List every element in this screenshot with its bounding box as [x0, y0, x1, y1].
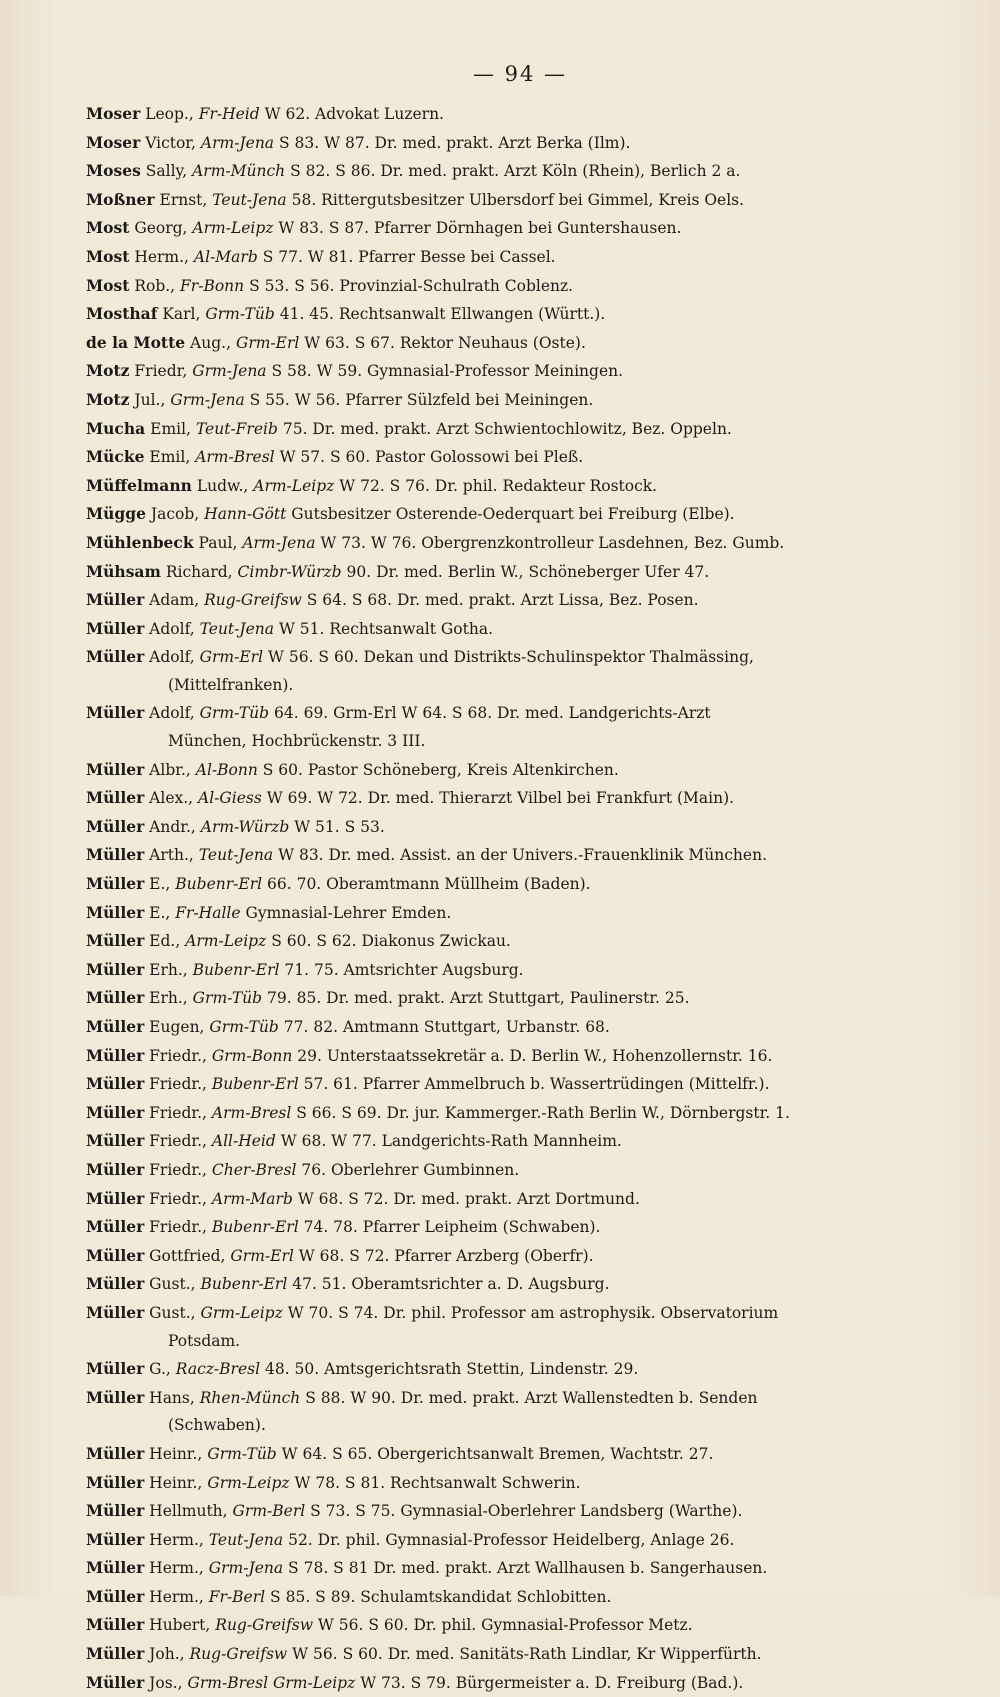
- entry-surname: Müller: [86, 1586, 145, 1606]
- entry-details: W 68. S 72. Dr. med. prakt. Arzt Dortmund.: [297, 1189, 640, 1208]
- entry-given-name: Gust.,: [149, 1275, 196, 1294]
- entry-surname: Müller: [86, 931, 145, 951]
- directory-entry: [86, 1355, 940, 1384]
- directory-entry: [86, 272, 940, 301]
- entry-given-name: Herm.,: [149, 1587, 204, 1606]
- entry-surname: Müller: [86, 845, 145, 865]
- directory-entry: [86, 443, 940, 472]
- entry-details: W 51. S 53.: [294, 817, 385, 836]
- entry-given-name: Friedr.,: [149, 1046, 207, 1065]
- entry-fraternity: Bubenr-Erl: [211, 1075, 299, 1094]
- entry-given-name: Herm.,: [134, 247, 189, 266]
- entry-details: S 82. S 86. Dr. med. prakt. Arzt Köln (Rhein), Berlich 2 a.: [290, 162, 741, 181]
- entry-fraternity: Grm-Bonn: [211, 1046, 293, 1065]
- entry-given-name: Emil,: [150, 419, 191, 438]
- entry-surname: Müller: [86, 1529, 145, 1549]
- entry-fraternity: Teut-Jena: [212, 190, 287, 209]
- entry-fraternity: Teut-Freib: [195, 419, 278, 438]
- entry-surname: Moses: [86, 161, 141, 181]
- entry-surname: Moser: [86, 132, 141, 152]
- entry-surname: Most: [86, 246, 130, 266]
- entry-details: S 77. W 81. Pfarrer Besse bei Cassel.: [262, 247, 556, 266]
- entry-surname: Müller: [86, 618, 145, 638]
- entry-given-name: Adolf,: [149, 704, 195, 723]
- directory-entry: [86, 157, 940, 186]
- directory-entry: [86, 1099, 940, 1128]
- entry-details: W 69. W 72. Dr. med. Thierarzt Vilbel bei Frankfurt (Main).: [266, 789, 735, 808]
- entry-surname: Müller: [86, 816, 145, 836]
- entry-details: Gutsbesitzer Osterende-Oederquart bei Freiburg (Elbe).: [291, 505, 735, 524]
- entry-fraternity: Bubenr-Erl: [200, 1275, 288, 1294]
- entry-surname: Motz: [86, 389, 130, 409]
- entry-details: S 53. S 56. Provinzial-Schulrath Coblenz.: [249, 276, 574, 295]
- entry-given-name: Friedr.,: [149, 1103, 207, 1122]
- entry-surname: Müller: [86, 874, 145, 894]
- entry-details: S 58. W 59. Gymnasial-Professor Meiningen.: [271, 362, 624, 381]
- entry-fraternity: Cimbr-Würzb: [237, 562, 342, 581]
- directory-entry: [86, 357, 940, 386]
- entry-fraternity: Cher-Bresl: [211, 1160, 297, 1179]
- directory-entry: [86, 1611, 940, 1640]
- entry-given-name: Ludw.,: [196, 476, 249, 495]
- entry-fraternity: Grm-Berl: [232, 1502, 306, 1521]
- entry-given-name: Georg,: [134, 219, 188, 238]
- entry-given-name: Friedr.,: [149, 1075, 207, 1094]
- entry-surname: Most: [86, 275, 130, 295]
- entry-continuation: (Mittelfranken).: [168, 675, 294, 694]
- entry-fraternity: Rug-Greifsw: [204, 591, 302, 610]
- entry-surname: Mügge: [86, 504, 146, 524]
- directory-entry: [86, 927, 940, 956]
- entry-given-name: Hubert,: [149, 1616, 211, 1635]
- entry-details: S 78. S 81 Dr. med. prakt. Arzt Wallhausen b. Sangerhausen.: [288, 1559, 768, 1578]
- directory-entry: [86, 615, 940, 644]
- entry-details: W 57. S 60. Pastor Golossowi bei Pleß.: [279, 448, 584, 467]
- entry-given-name: Emil,: [149, 448, 191, 467]
- directory-entry: [86, 415, 940, 444]
- directory-entry: [86, 1042, 940, 1071]
- entry-fraternity: Arm-Würzb: [200, 817, 290, 836]
- entry-surname: Müller: [86, 1443, 145, 1463]
- entry-given-name: Heinr.,: [149, 1473, 203, 1492]
- directory-entry: [86, 529, 940, 558]
- entry-details: W 83. Dr. med. Assist. an der Univers.-Frauenklinik München.: [278, 846, 767, 865]
- entry-given-name: Leop.,: [145, 105, 194, 123]
- entry-details: S 66. S 69. Dr. jur. Kammerger.-Rath Berlin W., Dörnbergstr. 1.: [296, 1103, 790, 1122]
- entry-given-name: E.,: [149, 903, 171, 922]
- entry-surname: Müller: [86, 1188, 145, 1208]
- entry-fraternity: Grm-Tüb: [205, 305, 275, 324]
- entry-fraternity: Grm-Jena: [192, 362, 267, 381]
- entry-given-name: E.,: [149, 875, 171, 894]
- entry-given-name: Eugen,: [149, 1018, 205, 1036]
- entry-surname: Müller: [86, 788, 145, 808]
- directory-entry: [86, 1440, 940, 1469]
- entry-surname: Müller: [86, 759, 145, 779]
- entry-fraternity: Grm-Erl: [230, 1246, 294, 1265]
- entry-details: S 55. W 56. Pfarrer Sülzfeld bei Meiningen.: [249, 390, 594, 409]
- entry-surname: Müller: [86, 1074, 145, 1094]
- entry-given-name: Karl,: [162, 305, 201, 324]
- entry-given-name: Hellmuth,: [149, 1502, 228, 1521]
- entry-fraternity: Fr-Berl: [208, 1587, 266, 1606]
- entry-surname: Moser: [86, 104, 141, 123]
- entry-fraternity: Arm-Münch: [192, 162, 286, 181]
- entry-surname: Müller: [86, 1274, 145, 1294]
- entry-surname: Mucha: [86, 418, 146, 438]
- entry-fraternity: Grm-Erl: [235, 333, 300, 352]
- entry-details: W 78. S 81. Rechtsanwalt Schwerin.: [294, 1473, 581, 1492]
- entry-details: S 60. Pastor Schöneberg, Kreis Altenkirchen.: [262, 760, 619, 779]
- directory-entry: [86, 329, 940, 358]
- entry-given-name: Paul,: [198, 533, 238, 552]
- entry-details: W 56. S 60. Dekan und Distrikts-Schulinspektor Thalmässing,: [268, 648, 754, 667]
- entry-fraternity: Teut-Jena: [198, 846, 274, 865]
- entry-surname: de la Motte: [86, 332, 186, 352]
- entry-surname: Müller: [86, 1615, 145, 1635]
- directory-entry: [86, 1127, 940, 1156]
- directory-entry: [86, 984, 940, 1013]
- entry-surname: Müller: [86, 703, 145, 723]
- directory-entry: [86, 1070, 940, 1099]
- entry-details: 48. 50. Amtsgerichtsrath Stettin, Lindenstr. 29.: [264, 1360, 639, 1379]
- entry-given-name: Alex.,: [149, 789, 194, 808]
- entry-surname: Müller: [86, 590, 145, 610]
- entry-details: S 64. S 68. Dr. med. prakt. Arzt Lissa, Bez. Posen.: [306, 591, 699, 610]
- entry-given-name: Friedr.,: [149, 1189, 207, 1208]
- directory-entry: [86, 1013, 940, 1042]
- entry-details: W 73. S 79. Bürgermeister a. D. Freiburg (Bad.).: [360, 1673, 744, 1692]
- entry-list: [86, 100, 940, 1697]
- entry-given-name: Gust.,: [149, 1303, 196, 1322]
- directory-entry: [86, 1554, 940, 1583]
- entry-surname: Motz: [86, 361, 130, 381]
- directory-entry: [86, 1583, 940, 1612]
- entry-details: 41. 45. Rechtsanwalt Ellwangen (Württ.).: [279, 305, 606, 324]
- entry-given-name: Richard,: [165, 562, 233, 581]
- entry-details: S 83. W 87. Dr. med. prakt. Arzt Berka (Ilm).: [278, 133, 631, 152]
- entry-given-name: Ed.,: [149, 932, 181, 951]
- entry-fraternity: All-Heid: [211, 1132, 276, 1151]
- entry-given-name: Sally,: [145, 162, 188, 181]
- directory-entry: [86, 1213, 940, 1242]
- entry-surname: Müller: [86, 1387, 145, 1407]
- entry-details: W 56. S 60. Dr. med. Sanitäts-Rath Lindlar, Kr Wipperfürth.: [292, 1645, 762, 1664]
- entry-given-name: Rob.,: [134, 276, 176, 295]
- directory-entry: [86, 956, 940, 985]
- entry-details: S 88. W 90. Dr. med. prakt. Arzt Wallenstedten b. Senden: [305, 1388, 758, 1407]
- entry-details: S 73. S 75. Gymnasial-Oberlehrer Landsberg (Warthe).: [310, 1502, 743, 1521]
- entry-surname: Müller: [86, 988, 145, 1008]
- entry-surname: Müller: [86, 1472, 145, 1492]
- entry-given-name: Heinr.,: [149, 1444, 203, 1463]
- entry-surname: Müller: [86, 1102, 145, 1122]
- entry-details: W 68. S 72. Pfarrer Arzberg (Oberfr).: [298, 1246, 594, 1265]
- entry-fraternity: Fr-Heid: [198, 105, 260, 123]
- entry-surname: Müller: [86, 1017, 145, 1036]
- entry-fraternity: Bubenr-Erl: [211, 1218, 299, 1237]
- entry-surname: Müller: [86, 1302, 145, 1322]
- entry-fraternity: Grm-Tüb: [192, 989, 263, 1008]
- directory-entry: [86, 1640, 940, 1669]
- directory-entry: [86, 1242, 940, 1271]
- entry-given-name: Victor,: [145, 133, 196, 152]
- entry-given-name: Joh.,: [149, 1645, 185, 1664]
- entry-given-name: Jos.,: [149, 1673, 183, 1692]
- entry-surname: Mücke: [86, 447, 145, 467]
- entry-details: S 85. S 89. Schulamtskandidat Schlobitten.: [270, 1587, 612, 1606]
- directory-entry: [86, 841, 940, 870]
- directory-entry: [86, 386, 940, 415]
- entry-given-name: Ernst,: [159, 190, 208, 209]
- entry-fraternity: Grm-Leipz: [207, 1473, 290, 1492]
- directory-entry: [86, 756, 940, 785]
- directory-entry: [86, 870, 940, 899]
- entry-details: 79. 85. Dr. med. prakt. Arzt Stuttgart, Paulinerstr. 25.: [267, 989, 690, 1008]
- entry-surname: Müller: [86, 647, 145, 667]
- entry-given-name: Erh.,: [149, 989, 188, 1008]
- entry-fraternity: Grm-Tüb: [199, 704, 270, 723]
- entry-given-name: G.,: [149, 1360, 171, 1379]
- directory-entry: [86, 186, 940, 215]
- directory-entry: [86, 1469, 940, 1498]
- entry-fraternity: Rug-Greifsw: [215, 1616, 313, 1635]
- entry-details: W 72. S 76. Dr. phil. Redakteur Rostock.: [339, 476, 658, 495]
- entry-surname: Müller: [86, 1501, 145, 1521]
- entry-surname: Müller: [86, 1558, 145, 1578]
- entry-details: W 73. W 76. Obergrenzkontrolleur Lasdehnen, Bez. Gumb.: [320, 533, 785, 552]
- entry-details: S 60. S 62. Diakonus Zwickau.: [271, 932, 511, 951]
- directory-entry: [86, 129, 940, 158]
- entry-details: Gymnasial-Lehrer Emden.: [245, 903, 452, 922]
- entry-details: W 62. Advokat Luzern.: [264, 105, 444, 123]
- directory-entry: [86, 699, 940, 755]
- entry-continuation: München, Hochbrückenstr. 3 III.: [168, 732, 426, 751]
- entry-fraternity: Arm-Leipz: [192, 219, 274, 238]
- entry-fraternity: Grm-Jena: [170, 390, 245, 409]
- entry-fraternity: Arm-Leipz: [185, 932, 267, 951]
- entry-details: 90. Dr. med. Berlin W., Schöneberger Ufer 47.: [346, 562, 710, 581]
- entry-surname: Mühsam: [86, 561, 161, 581]
- entry-surname: Müller: [86, 1217, 145, 1237]
- entry-surname: Müller: [86, 1644, 145, 1664]
- entry-surname: Müller: [86, 902, 145, 922]
- page-number: — 94 —: [472, 62, 568, 86]
- entry-surname: Müller: [86, 1245, 145, 1265]
- directory-entry: [86, 472, 940, 501]
- directory-entry: [86, 1669, 940, 1697]
- entry-given-name: Herm.,: [149, 1530, 204, 1549]
- entry-given-name: Adolf,: [149, 619, 195, 638]
- entry-given-name: Andr.,: [149, 817, 196, 836]
- entry-surname: Müller: [86, 1159, 145, 1179]
- entry-given-name: Friedr.,: [149, 1160, 207, 1179]
- entry-fraternity: Grm-Tüb: [207, 1444, 277, 1463]
- entry-fraternity: Al-Bonn: [195, 760, 258, 779]
- entry-surname: Most: [86, 218, 130, 238]
- directory-entry: [86, 300, 940, 329]
- directory-entry: [86, 558, 940, 587]
- entry-details: 52. Dr. phil. Gymnasial-Professor Heidelberg, Anlage 26.: [288, 1530, 735, 1549]
- entry-fraternity: Rhen-Münch: [199, 1388, 301, 1407]
- entry-fraternity: Grm-Leipz: [200, 1303, 283, 1322]
- directory-entry: [86, 1384, 940, 1440]
- entry-fraternity: Grm-Jena: [208, 1559, 284, 1578]
- directory-entry: [86, 1497, 940, 1526]
- entry-surname: Müffelmann: [86, 475, 192, 495]
- entry-fraternity: Arm-Jena: [200, 133, 275, 152]
- entry-fraternity: Bubenr-Erl: [175, 875, 263, 894]
- directory-entry: [86, 643, 940, 699]
- entry-fraternity: Bubenr-Erl: [192, 960, 280, 979]
- entry-details: W 51. Rechtsanwalt Gotha.: [278, 619, 494, 638]
- directory-entry: [86, 1185, 940, 1214]
- entry-surname: Müller: [86, 1672, 145, 1692]
- entry-fraternity: Arm-Bresl: [195, 448, 275, 467]
- entry-surname: Müller: [86, 1359, 145, 1379]
- entry-details: 47. 51. Oberamtsrichter a. D. Augsburg.: [292, 1275, 610, 1294]
- entry-fraternity: Grm-Tüb: [209, 1018, 279, 1036]
- entry-details: W 63. S 67. Rektor Neuhaus (Oste).: [304, 333, 586, 352]
- entry-details: 76. Oberlehrer Gumbinnen.: [301, 1160, 520, 1179]
- entry-details: 64. 69. Grm-Erl W 64. S 68. Dr. med. Landgerichts-Arzt: [274, 704, 711, 723]
- entry-fraternity: Arm-Bresl: [211, 1103, 292, 1122]
- entry-fraternity: Teut-Jena: [199, 619, 275, 638]
- entry-fraternity: Racz-Bresl: [175, 1360, 261, 1379]
- entry-details: 29. Unterstaatssekretär a. D. Berlin W., Hohenzollernstr. 16.: [297, 1046, 773, 1065]
- directory-entry: [86, 100, 940, 129]
- entry-fraternity: Al-Marb: [193, 247, 258, 266]
- entry-details: 71. 75. Amtsrichter Augsburg.: [284, 960, 524, 979]
- entry-surname: Mosthaf: [86, 304, 158, 324]
- entry-given-name: Adam,: [149, 591, 200, 610]
- directory-entry: [86, 784, 940, 813]
- entry-details: 75. Dr. med. prakt. Arzt Schwientochlowitz, Bez. Oppeln.: [282, 419, 732, 438]
- entry-continuation: Potsdam.: [168, 1331, 241, 1350]
- entry-details: W 68. W 77. Landgerichts-Rath Mannheim.: [280, 1132, 622, 1151]
- directory-entry: [86, 813, 940, 842]
- entry-given-name: Jacob,: [150, 505, 200, 524]
- directory-entry: [86, 1299, 940, 1355]
- directory-entry: [86, 899, 940, 928]
- directory-entry: [86, 214, 940, 243]
- entry-details: W 56. S 60. Dr. phil. Gymnasial-Professor Metz.: [317, 1616, 693, 1635]
- entry-fraternity: Arm-Jena: [242, 533, 316, 552]
- entry-surname: Müller: [86, 1045, 145, 1065]
- entry-given-name: Hans,: [149, 1388, 195, 1407]
- entry-fraternity: Hann-Gött: [204, 505, 287, 524]
- entry-given-name: Gottfried,: [149, 1246, 226, 1265]
- entry-fraternity: Rug-Greifsw: [189, 1645, 288, 1664]
- entry-given-name: Albr.,: [149, 760, 191, 779]
- entry-fraternity: Grm-Bresl Grm-Leipz: [187, 1673, 356, 1692]
- entry-surname: Moßner: [86, 189, 155, 209]
- entry-details: 74. 78. Pfarrer Leipheim (Schwaben).: [303, 1218, 601, 1237]
- entry-fraternity: Arm-Marb: [211, 1189, 293, 1208]
- entry-given-name: Friedr,: [134, 362, 188, 381]
- directory-entry: [86, 1156, 940, 1185]
- entry-given-name: Jul.,: [134, 390, 166, 409]
- entry-fraternity: Al-Giess: [198, 789, 262, 808]
- entry-fraternity: Teut-Jena: [208, 1530, 284, 1549]
- entry-given-name: Aug.,: [190, 333, 231, 352]
- entry-fraternity: Grm-Erl: [199, 648, 264, 667]
- entry-given-name: Erh.,: [149, 960, 188, 979]
- directory-entry: [86, 1526, 940, 1555]
- directory-entry: [86, 500, 940, 529]
- directory-entry: [86, 1270, 940, 1299]
- entry-details: 66. 70. Oberamtmann Müllheim (Baden).: [267, 875, 591, 894]
- entry-continuation: (Schwaben).: [168, 1416, 266, 1435]
- entry-given-name: Arth.,: [149, 846, 194, 865]
- entry-details: 58. Rittergutsbesitzer Ulbersdorf bei Gimmel, Kreis Oels.: [291, 190, 745, 209]
- entry-details: W 83. S 87. Pfarrer Dörnhagen bei Guntershausen.: [278, 219, 682, 238]
- directory-entry: [86, 243, 940, 272]
- entry-surname: Müller: [86, 1131, 145, 1151]
- entry-given-name: Friedr.,: [149, 1218, 207, 1237]
- entry-details: W 70. S 74. Dr. phil. Professor am astrophysik. Observatorium: [287, 1303, 779, 1322]
- entry-fraternity: Fr-Halle: [175, 903, 241, 922]
- entry-surname: Mühlenbeck: [86, 532, 194, 552]
- entry-fraternity: Arm-Leipz: [253, 476, 335, 495]
- directory-entry: [86, 586, 940, 615]
- entry-details: W 64. S 65. Obergerichtsanwalt Bremen, Wachtstr. 27.: [281, 1444, 714, 1463]
- entry-given-name: Adolf,: [149, 648, 195, 667]
- entry-surname: Müller: [86, 959, 145, 979]
- entry-fraternity: Fr-Bonn: [180, 276, 245, 295]
- entry-details: 77. 82. Amtmann Stuttgart, Urbanstr. 68.: [283, 1018, 610, 1036]
- entry-given-name: Friedr.,: [149, 1132, 207, 1151]
- entry-details: 57. 61. Pfarrer Ammelbruch b. Wassertrüdingen (Mittelfr.).: [303, 1075, 770, 1094]
- entry-given-name: Herm.,: [149, 1559, 204, 1578]
